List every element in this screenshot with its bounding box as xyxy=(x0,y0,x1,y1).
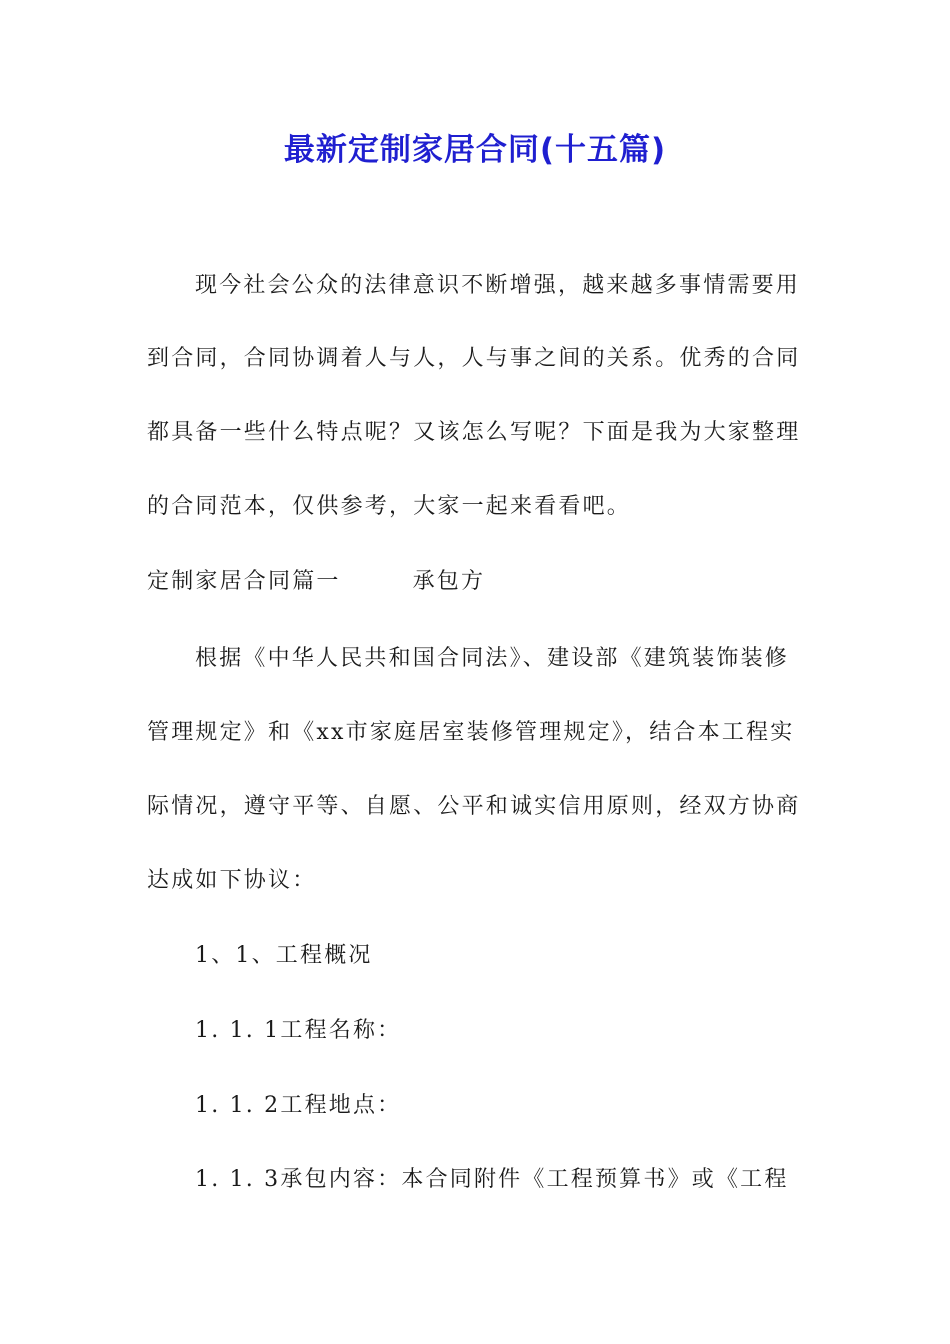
intro-line: 现今社会公众的法律意识不断增强，越来越多事情需要用 xyxy=(195,273,801,298)
intro-line: 都具备一些什么特点呢？又该怎么写呢？下面是我为大家整理 xyxy=(147,420,801,445)
body-line: 根据《中华人民共和国合同法》、建设部《建筑装饰装修 xyxy=(195,646,790,671)
clause-item: 1. 1. 1工程名称： xyxy=(195,1018,402,1043)
section-heading-label: 定制家居合同篇一 xyxy=(147,569,341,594)
section-heading-party: 承包方 xyxy=(412,569,486,594)
body-line: 管理规定》和《xx市家庭居室装修管理规定》，结合本工程实 xyxy=(147,720,795,745)
clause-item: 1. 1. 3承包内容：本合同附件《工程预算书》或《工程 xyxy=(195,1167,789,1192)
body-line: 际情况，遵守平等、自愿、公平和诚实信用原则，经双方协商 xyxy=(147,794,801,819)
body-line: 达成如下协议： xyxy=(147,868,317,893)
section-heading xyxy=(147,564,807,600)
clause-item: 1. 1. 2工程地点： xyxy=(195,1093,402,1118)
document-title: 最新定制家居合同(十五篇) xyxy=(283,132,667,168)
intro-line: 到合同，合同协调着人与人，人与事之间的关系。优秀的合同 xyxy=(147,346,801,371)
clause-item: 1、1、工程概况 xyxy=(195,943,373,968)
intro-line: 的合同范本，仅供参考，大家一起来看看吧。 xyxy=(147,494,632,519)
